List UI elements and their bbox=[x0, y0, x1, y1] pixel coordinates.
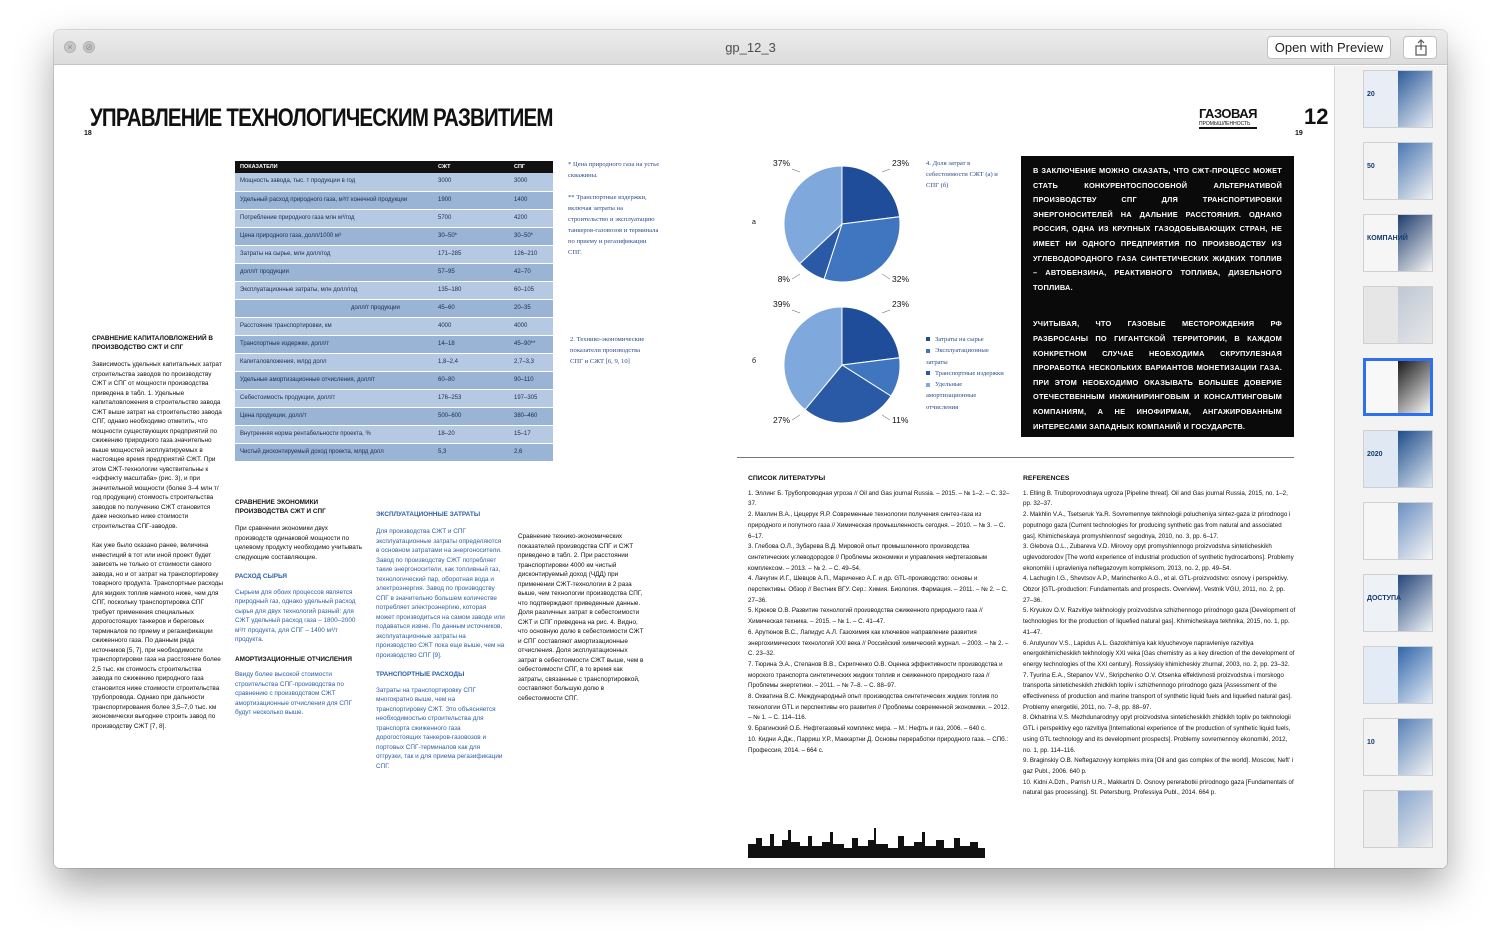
table-row bbox=[235, 173, 553, 191]
logo-issue-number: 12 bbox=[1304, 104, 1329, 129]
table-row bbox=[235, 227, 553, 245]
thumbnail-left-page bbox=[1364, 503, 1398, 559]
reference-item: 1. Elling B. Truboprovodnaya ugroza [Pipeline threat]. Oil and Gas journal Russia, 2015, no. 1–2, pp. 32–37. bbox=[1023, 489, 1288, 508]
legend-item bbox=[926, 334, 1006, 345]
legend-swatch bbox=[926, 337, 930, 341]
table-cell: 3000 bbox=[509, 173, 553, 191]
preview-window bbox=[54, 30, 1447, 868]
table-row bbox=[235, 371, 553, 389]
legend-label: Удельные амортизационные отчисления bbox=[926, 381, 977, 411]
table-cell: 5700 bbox=[433, 209, 509, 227]
table-cell: 1,8–2,4 bbox=[433, 353, 509, 371]
thumbnail-left-page bbox=[1364, 287, 1398, 343]
paragraph: Для производства СЖТ и СПГ эксплуатационные затраты определяются в основном затратами на энергоносители. Завод по производству СЖТ потребляет такие энергоносители, как топливный газ, технологический пар, оборотная вода и электроэнергия. Завод по производству СПГ в значительно большем количестве потребляет электроэнергию, которая может производиться на самом заводе или подаваться извне. По данным источников, эксплуатационные затраты на производство СЖТ пока еще выше, чем на производство СПГ [9]. bbox=[376, 528, 505, 659]
thumbnail-left-page bbox=[1366, 361, 1398, 413]
label-leader-line bbox=[792, 415, 800, 420]
left-column bbox=[92, 334, 223, 741]
thumbnail-left-page bbox=[1364, 647, 1398, 703]
page-thumbnail[interactable] bbox=[1363, 646, 1433, 704]
page-thumbnail[interactable] bbox=[1363, 286, 1433, 344]
open-with-preview-button[interactable]: Open with Preview bbox=[1267, 36, 1391, 59]
conclusion-paragraph: В ЗАКЛЮЧЕНИЕ МОЖНО СКАЗАТЬ, ЧТО СЖТ-ПРОЦЕСС МОЖЕТ СТАТЬ КОНКУРЕНТОСПОСОБНОЙ АЛЬТЕРНАТИВОЙ ПРОИЗВОДСТВУ СПГ ДЛЯ ТРАНСПОРТИРОВКИ ЭНЕРГОНОСИТЕЛЕЙ НА ДАЛЬНИЕ РАССТОЯНИЯ. ОДНАКО РОССИЯ, ОДНА ИЗ КРУПНЫХ ГАЗОДОБЫВАЮЩИХ СТРАН, НЕ ИМЕЕТ НИ ОДНОГО ПРЕДПРИЯТИЯ ПО ПРОИЗВОДСТВУ ИЗ УГЛЕВОДОРОДНОГО ГАЗА СИНТЕТИЧЕСКИХ ЖИДКИХ ТОПЛИВ – АВТОБЕНЗИНА, РЕАКТИВНОГО ТОПЛИВА, ДИЗЕЛЬНОГО ТОПЛИВА. bbox=[1033, 166, 1282, 292]
reference-item: 10. Кидни А.Дж., Парриш У.Р., Маккартни Д. Основы переработки природного газа. – СПб.: Профессия, 2014. – 664 с. bbox=[748, 735, 1009, 754]
table-row bbox=[235, 245, 553, 263]
table-cell: 20–35 bbox=[509, 299, 553, 317]
table-cell: 5,3 bbox=[433, 443, 509, 461]
table-row bbox=[235, 425, 553, 443]
paragraph: Зависимость удельных капитальных затрат строительства заводов по производству СЖТ и СПГ от мощности производства приведена в табл. 1. Удельные капиталовложения в строительство завода СЖТ выше затрат на строительство завода СПГ, однако необходимо отметить, что мощности существующих предприятий по сжижению природного газа значительно выше мощностей эксплуатируемых в настоящее время предприятий СЖТ. При этом СЖТ-технологии чувствительны к «эффекту масштаба» (рис. 3), и при значительной мощности (более 3–4 млн т/год продукции) стоимость строительства заводов по получению СЖТ становится даже несколько ниже стоимости строительства СПГ-заводов. bbox=[92, 361, 222, 530]
table-cell: Расстояние транспортировки, км bbox=[235, 317, 433, 335]
conclusion-paragraph: УЧИТЫВАЯ, ЧТО ГАЗОВЫЕ МЕСТОРОЖДЕНИЯ РФ РАЗБРОСАНЫ ПО ГИГАНТСКОЙ ТЕРРИТОРИИ, В КАЖДОМ КОНКРЕТНОМ СЛУЧАЕ НЕОБХОДИМА СКРУПУЛЕЗНАЯ ПРОРАБОТКА НЕСКОЛЬКИХ ВАРИАНТОВ МОНЕТИЗАЦИИ ГАЗА. ПРИ ЭТОМ НЕОБХОДИМО ОКАЗЫВАТЬ БОЛЬШЕЕ ДОВЕРИЕ ОТЕЧЕСТВЕННЫМ ИНЖИНИРИНГОВЫМ И КОНСАЛТИНГОВЫМ КОМПАНИЯМ, А НЕ ИНОФИРМАМ, АНГАЖИРОВАННЫМ ИНТЕРЕСАМИ ЗАПАДНЫХ КОМПАНИЙ И ГОСУДАРСТВ. bbox=[1033, 319, 1282, 431]
pie-slice bbox=[842, 166, 900, 224]
bibliography-heading: СПИСОК ЛИТЕРАТУРЫ bbox=[748, 475, 826, 482]
table-row bbox=[235, 335, 553, 353]
table-header: СЖТ bbox=[433, 161, 509, 173]
thumbnail-label: 50 bbox=[1367, 163, 1375, 170]
table-cell: Цена природного газа, долл/1000 м³ bbox=[235, 227, 433, 245]
paragraph: При сравнении экономики двух производств одинаковой мощности по целевому продукту необходимо учитывать следующие составляющие. bbox=[235, 525, 362, 561]
title-bar bbox=[54, 30, 1447, 65]
section-heading: СРАВНЕНИЕ ЭКОНОМИКИ ПРОИЗВОДСТВА СЖТ И СПГ bbox=[235, 499, 326, 515]
pie-value-label: 11% bbox=[892, 415, 909, 425]
table-cell: долл/т продукции bbox=[235, 263, 433, 281]
page-headline: УПРАВЛЕНИЕ ТЕХНОЛОГИЧЕСКИМ РАЗВИТИЕМ bbox=[90, 104, 553, 132]
reference-item: 7. Tyurina E.A., Stepanov V.V., Skripchenko O.V. Otsenka effektivnosti proizvodstva i morskogo transporta sinteticheskikh zhidkikh topliv i szhizhennogo prirodnogo gaza [Assessment of the effectiveness of production and marine transport of synthetic liquid fuels and liquefied natural gas]. Problemy energetiki, 2011, no. 7–8, pp. 88–97. bbox=[1023, 671, 1292, 711]
table-cell: 1400 bbox=[509, 191, 553, 209]
page-thumbnail[interactable] bbox=[1363, 358, 1433, 416]
middle-column bbox=[235, 498, 365, 728]
table-row bbox=[235, 353, 553, 371]
cost-share-pies bbox=[744, 152, 944, 442]
table-row bbox=[235, 263, 553, 281]
table-row bbox=[235, 281, 553, 299]
table-footnote-1: * Цена природного газа на устье скважины. bbox=[568, 161, 660, 179]
table-footnote-2: ** Транспортные издержки, включая затраты на строительство и эксплуатацию танкеров-газовозов и терминала по приему и регазификации СПГ. bbox=[568, 194, 659, 256]
thumbnail-left-page bbox=[1364, 575, 1398, 631]
paragraph: Ввиду более высокой стоимости строительства СПГ-производства по сравнению с производством СЖТ амортизационные отчисления для СПГ будут несколько выше. bbox=[235, 671, 353, 716]
table-row bbox=[235, 299, 553, 317]
pie-value-label: 32% bbox=[892, 274, 910, 284]
subheading: АМОРТИЗАЦИОННЫЕ ОТЧИСЛЕНИЯ bbox=[235, 655, 352, 663]
magazine-logo bbox=[1199, 104, 1329, 129]
legend-swatch bbox=[926, 383, 930, 387]
minimize-button[interactable] bbox=[83, 41, 95, 53]
table-row bbox=[235, 317, 553, 335]
pie-value-label: 23% bbox=[892, 158, 910, 168]
chart-legend bbox=[926, 334, 1006, 413]
table-cell: 90–110 bbox=[509, 371, 553, 389]
thumbnail-right-page bbox=[1398, 791, 1432, 847]
table-cell: Себестоимость продукции, долл/т bbox=[235, 389, 433, 407]
thumbnail-left-page bbox=[1364, 143, 1398, 199]
pie-a-label: а bbox=[752, 219, 756, 226]
section-heading: СРАВНЕНИЕ КАПИТАЛОВЛОЖЕНИЙ В ПРОИЗВОДСТВО СЖТ И СПГ bbox=[92, 335, 213, 351]
document-view[interactable] bbox=[54, 66, 1334, 868]
reference-item: 9. Брагинский О.Б. Нефтегазовый комплекс мира. – М.: Нефть и газ, 2006. – 640 с. bbox=[748, 725, 986, 733]
thumbnail-left-page bbox=[1364, 215, 1398, 271]
table-row bbox=[235, 407, 553, 425]
logo-subtitle: ПРОМЫШЛЕННОСТЬ bbox=[1199, 121, 1251, 127]
minimize-icon: ⊘ bbox=[85, 42, 93, 52]
table-header-row bbox=[235, 161, 553, 173]
reference-item: 7. Тюрина Э.А., Степанов В.В., Скрипченко О.В. Оценка эффективности производства и морского транспорта синтетических жидких топлив и сжиженного природного газа // Проблемы энергетики. – 2011. – № 7–8. – С. 88–97. bbox=[748, 660, 1003, 690]
page-number-right: 19 bbox=[1295, 130, 1303, 137]
share-icon bbox=[1404, 37, 1438, 60]
page-thumbnail[interactable] bbox=[1363, 70, 1433, 128]
table-cell: 45–90** bbox=[509, 335, 553, 353]
table-row bbox=[235, 389, 553, 407]
table-cell: 2,6 bbox=[509, 443, 553, 461]
thumbnail-label: 20 bbox=[1367, 91, 1375, 98]
table-row bbox=[235, 191, 553, 209]
table-cell: 30–50* bbox=[509, 227, 553, 245]
table-cell: Внутренняя норма рентабельности проекта, % bbox=[235, 425, 433, 443]
reference-item: 3. Глебова О.Л., Зубарева В.Д. Мировой опыт промышленного производства синтетических углеводородов // Проблемы экономики и управления нефтегазовым комплексом. – 2013. – № 2. – С. 49–54. bbox=[748, 543, 988, 572]
table-cell: 30–50* bbox=[433, 227, 509, 245]
legend-swatch bbox=[926, 371, 930, 375]
page-thumbnail[interactable] bbox=[1363, 718, 1433, 776]
reference-item: 1. Эллинг Б. Трубопроводная угроза // Oil and Gas journal Russia. – 2015. – № 1–2. – С. 32–37. bbox=[748, 489, 1010, 508]
thumbnail-label: 2020 bbox=[1367, 451, 1383, 458]
reference-item: 8. Охватина В.С. Международный опыт производства синтетических жидких топлив по технологии GTL и перспективы его развития // Проблемы современной экономики. – 2012. – № 1. – С. 114–116. bbox=[748, 693, 1010, 722]
table-cell: Транспортные издержки, долл/т bbox=[235, 335, 433, 353]
pie-value-label: 37% bbox=[772, 158, 790, 168]
thumbnail-right-page bbox=[1398, 719, 1432, 775]
table-cell: 126–210 bbox=[509, 245, 553, 263]
table-cell: Капиталовложения, млрд долл bbox=[235, 353, 433, 371]
reference-item: 6. Arutyunov V.S., Lapidus A.L. Gazokhimiya kak klyuchevoye napravleniye razvitiya energokhimicheskikh tekhnologiy XXI veka [Gas chemistry as a key direction of the development of energy technologies of the XXI century]. Rossiyskiy khimicheskiy zhurnal, 2003, no. 2, pp. 23–32. bbox=[1023, 639, 1295, 668]
label-leader-line bbox=[882, 415, 890, 420]
reference-item: 5. Kryukov O.V. Razvitiye tekhnologiy proizvodstva szhizhennogo prirodnogo gaza [Development of technologies for the production of liquefied natural gas]. Khimicheskaya tekhnika, 2015, no. 1, pp. 41–47. bbox=[1023, 607, 1296, 636]
pie-value-label: 39% bbox=[772, 299, 790, 309]
label-leader-line bbox=[792, 274, 800, 279]
table-header: ПОКАЗАТЕЛИ bbox=[235, 161, 433, 173]
table-cell: 4000 bbox=[509, 317, 553, 335]
thumbnail-left-page bbox=[1364, 431, 1398, 487]
table-cell: Цена продукции, долл/т bbox=[235, 407, 433, 425]
thumbnail-sidebar bbox=[1334, 66, 1447, 868]
thumbnail-right-page bbox=[1398, 503, 1432, 559]
thumbnail-right-page bbox=[1398, 575, 1432, 631]
label-leader-line bbox=[792, 169, 800, 172]
divider bbox=[737, 457, 1294, 458]
paragraph: Затраты на транспортировку СПГ многократно выше, чем на транспортировку СЖТ. Это объясняется необходимостью строительства для транспорта сжиженного газа дорогостоящих танкеров-газовозов и портовых СПГ-терминалов как для отгрузки, так и для приема регазификации СПГ. bbox=[376, 686, 503, 770]
table-cell: 15–17 bbox=[509, 425, 553, 443]
table-cell: 2,7–3,3 bbox=[509, 353, 553, 371]
thumbnail-right-page bbox=[1398, 361, 1430, 413]
share-button[interactable] bbox=[1403, 36, 1437, 59]
table-cell: 60–105 bbox=[509, 281, 553, 299]
table-cell: 197–305 bbox=[509, 389, 553, 407]
conclusion-box bbox=[1021, 156, 1294, 437]
thumbnail-right-page bbox=[1398, 71, 1432, 127]
table-cell: 3000 bbox=[433, 173, 509, 191]
thumbnail-right-page bbox=[1398, 647, 1432, 703]
reference-item: 3. Glebova O.L., Zubareva V.D. Mirovoy opyt promyshlennogo proizvodstva sinteticheskikh uglevodorodov [The world experience of industrial production of synthetic hydrocarbons]. Problemy ekonomiki i upravleniya neftegazovym kompleksom, 2013, no. 2, pp. 49–54. bbox=[1023, 543, 1294, 572]
table-cell: 18–20 bbox=[433, 425, 509, 443]
thumbnail-left-page bbox=[1364, 719, 1398, 775]
table-cell: долл/т продукции bbox=[235, 299, 433, 317]
legend-swatch bbox=[926, 349, 930, 353]
close-button[interactable] bbox=[64, 41, 76, 53]
page-thumbnail[interactable] bbox=[1363, 430, 1433, 488]
refinery-skyline-illustration bbox=[748, 820, 985, 858]
table-row bbox=[235, 209, 553, 227]
table-cell: 135–180 bbox=[433, 281, 509, 299]
legend-label: Транспортные издержки bbox=[935, 369, 1004, 377]
page-thumbnail[interactable] bbox=[1363, 142, 1433, 200]
reference-item: 4. Лачугин И.Г., Шевцов А.П., Мариченко А.Г. и др. GTL-производство: основы и перспективы. Обзор // Вестник ВГУ. Сер.: Химия. Биология. Фармация. – 2011. – № 2. – С. 27–36. bbox=[748, 575, 1008, 604]
paragraph: Как уже было сказано ранее, величина инвестиций в тот или иной проект будет зависеть не только от стоимости самого завода, но и от затрат на транспортировку товарного продукта. Транспортные расходы для жидких топлив намного ниже, чем для СПГ, поскольку транспортировка СПГ требует применения специальных дорогостоящих танкеров и береговых терминалов по приему и регазификации сжиженного газа. По данным ряда источников [5, 7], при необходимости транспортировки газа на расстояние более 2,5 тыс. км стоимость строительства завода по сжижению природного газа становится ниже стоимости строительства трубопровода. Однако при дальности транспортирования более 3,5–7,0 тыс. км экономически выгоднее строить завод по производству СЖТ [7, 8]. bbox=[92, 542, 223, 730]
table-cell: Затраты на сырье, млн долл/год bbox=[235, 245, 433, 263]
thumbnail-right-page bbox=[1398, 287, 1432, 343]
table-cell: 4000 bbox=[433, 317, 509, 335]
table-cell: Мощность завода, тыс. т продукции в год bbox=[235, 173, 433, 191]
thumbnail-label: ДОСТУПА bbox=[1367, 595, 1402, 602]
table-cell: 176–253 bbox=[433, 389, 509, 407]
figure-caption: 4. Доля затрат в себестоимости СЖТ (а) и СПГ (б) bbox=[926, 160, 998, 189]
table-cell: 14–18 bbox=[433, 335, 509, 353]
legend-label: Затраты на сырье bbox=[935, 336, 984, 343]
legend-item bbox=[926, 345, 1006, 368]
table-cell: 42–70 bbox=[509, 263, 553, 281]
legend-item bbox=[926, 379, 1006, 413]
thumbnail-label: 10 bbox=[1367, 739, 1375, 746]
table-cell: Удельный расход природного газа, м³/т конечной продукции bbox=[235, 191, 433, 209]
table-cell: Потребление природного газа млн м³/год bbox=[235, 209, 433, 227]
page-number-left: 18 bbox=[84, 130, 92, 137]
reference-item: 6. Арутюнов В.С., Лапидус А.Л. Газохимия как ключевое направление развития энергохимических технологий XXI века // Российский химический журнал. – 2003. – № 2. – С. 23–32. bbox=[748, 628, 1009, 658]
table-header: СПГ bbox=[509, 161, 553, 173]
pie-value-label: 23% bbox=[892, 299, 910, 309]
page-thumbnail[interactable] bbox=[1363, 214, 1433, 272]
table-cell: Эксплуатационные затраты, млн долл/год bbox=[235, 281, 433, 299]
label-leader-line bbox=[792, 310, 800, 313]
table-cell: 4200 bbox=[509, 209, 553, 227]
page-thumbnail[interactable] bbox=[1363, 502, 1433, 560]
legend-label: Эксплуатационные затраты bbox=[926, 347, 989, 366]
subheading: ТРАНСПОРТНЫЕ РАСХОДЫ bbox=[376, 671, 465, 678]
paragraph: Сравнение технико-экономических показателей производства СПГ и СЖТ приведено в табл. 2. При расстоянии транспортировки 4000 км чистый дисконтируемый доход (ЧДД) при применении СЖТ-технологии в 2 раза выше, чем технологии производства СПГ, что подтверждают приведенные данные. Доля различных затрат в себестоимости СЖТ и СПГ приведена на рис. 4. Видно, что основную долю в себестоимости СЖТ и СПГ составляют амортизационные отчисления. Доля эксплуатационных затрат в себестоимости СЖТ выше, чем в себестоимости СПГ, в то время как затраты, связанные с транспортировкой, составляют большую долю в себестоимости СПГ. bbox=[518, 533, 644, 702]
reference-item: 2. Махлин В.А., Цецерук Я.Р. Современные технологии получения синтез-газа из природного и попутного газа // Химическая промышленность сегодня. – 2010. – № 3. – С. 6–17. bbox=[748, 511, 1006, 540]
blue-column bbox=[376, 510, 506, 781]
page-thumbnail[interactable] bbox=[1363, 574, 1433, 632]
summary-column bbox=[518, 532, 648, 713]
references bbox=[1023, 474, 1296, 799]
references-heading: REFERENCES bbox=[1023, 475, 1070, 482]
thumbnail-left-page bbox=[1364, 71, 1398, 127]
logo-title: ГАЗОВАЯ bbox=[1199, 106, 1257, 121]
subheading: РАСХОД СЫРЬЯ bbox=[235, 573, 287, 580]
table-cell: 380–460 bbox=[509, 407, 553, 425]
reference-item: 4. Lachugin I.G., Shevtsov A.P., Marinchenko A.G., et al. GTL-proizvodstvo: osnovy i perspektivy. Obzor [GTL-production: Fundamentals and prospects. Overview]. Vestnik VGU, 2011, no. 2, pp. 27–36. bbox=[1023, 575, 1289, 604]
thumbnail-label: КОМПАНИЙ bbox=[1367, 235, 1408, 242]
section-heading: ЭКСПЛУАТАЦИОННЫЕ ЗАТРАТЫ bbox=[376, 511, 481, 518]
thumbnail-right-page bbox=[1398, 431, 1432, 487]
label-leader-line bbox=[882, 274, 890, 279]
paragraph: Сырьем для обоих процессов является природный газ, однако удельный расход сырья для двух технологий разный: для СЖТ удельный расход газа – 1800–2000 м³/т продукта, для СПГ – 1400 м³/т продукта. bbox=[235, 588, 356, 643]
table-cell: 171–285 bbox=[433, 245, 509, 263]
table-cell: Чистый дисконтируемый доход проекта, млрд долл bbox=[235, 443, 433, 461]
page-thumbnail[interactable] bbox=[1363, 790, 1433, 848]
economics-table bbox=[235, 161, 553, 462]
reference-item: 9. Braginskiy O.B. Neftegazovyy kompleks mira [Oil and gas complex of the world]. Moscow, Neft' i gaz Publ., 2006. 640 p. bbox=[1023, 757, 1294, 775]
table-row bbox=[235, 443, 553, 461]
reference-item: 5. Крюков О.В. Развитие технологий производства сжиженного природного газа // Химическая техника. – 2015. – № 1. – С. 41–47. bbox=[748, 607, 983, 626]
window-title: gp_12_3 bbox=[725, 40, 776, 55]
table-cell: 60–80 bbox=[433, 371, 509, 389]
table-cell: 45–60 bbox=[433, 299, 509, 317]
pie-value-label: 27% bbox=[772, 415, 790, 425]
reference-item: 10. Kidni A.Dzh., Parrish U.R., Makkartni D. Osnovy pererabotki prirodnogo gaza [Fundamentals of natural gas processing]. St. Petersburg, Professiya Publ., 2014. 664 p. bbox=[1023, 778, 1294, 797]
label-leader-line bbox=[882, 310, 890, 313]
table-cell: 500–600 bbox=[433, 407, 509, 425]
table-cell: 1900 bbox=[433, 191, 509, 209]
bibliography bbox=[748, 474, 1012, 756]
label-leader-line bbox=[882, 169, 890, 172]
reference-item: 8. Okhatrina V.S. Mezhdunarodnyy opyt proizvodstva sinteticheskikh zhidkikh topliv po tekhnologii GTL i perspektivy ego razvitiya [International experience of the production of synthetic liquid fuels, using GTL technology and its development prospects]. Problemy sovremennoy ekonomiki, 2012, no. 1, pp. 114–116. bbox=[1023, 714, 1291, 754]
pie-b-label: б bbox=[752, 358, 757, 365]
legend-item bbox=[926, 368, 1006, 379]
close-icon: × bbox=[67, 42, 73, 52]
pie-slice bbox=[842, 307, 900, 365]
table-caption: 2. Технико-экономические показатели производства СПГ и СЖТ [6, 9, 10] bbox=[570, 336, 645, 365]
pie-value-label: 8% bbox=[777, 274, 790, 284]
table-cell: Удельные амортизационные отчисления, долл/т bbox=[235, 371, 433, 389]
thumbnail-left-page bbox=[1364, 791, 1398, 847]
reference-item: 2. Makhlin V.A., Tsetseruk Ya.R. Sovremennye tekhnologii polucheniya sintez-gaza iz prirodnogo i poputnogo gaza [Current technologies for producing synthetic gas from natural and associated gas]. Khimicheskaya promyshlennost' segodnya, 2010, no. 3, pp. 6–17. bbox=[1023, 511, 1291, 540]
thumbnail-right-page bbox=[1398, 215, 1432, 271]
table-cell: 57–95 bbox=[433, 263, 509, 281]
thumbnail-right-page bbox=[1398, 143, 1432, 199]
